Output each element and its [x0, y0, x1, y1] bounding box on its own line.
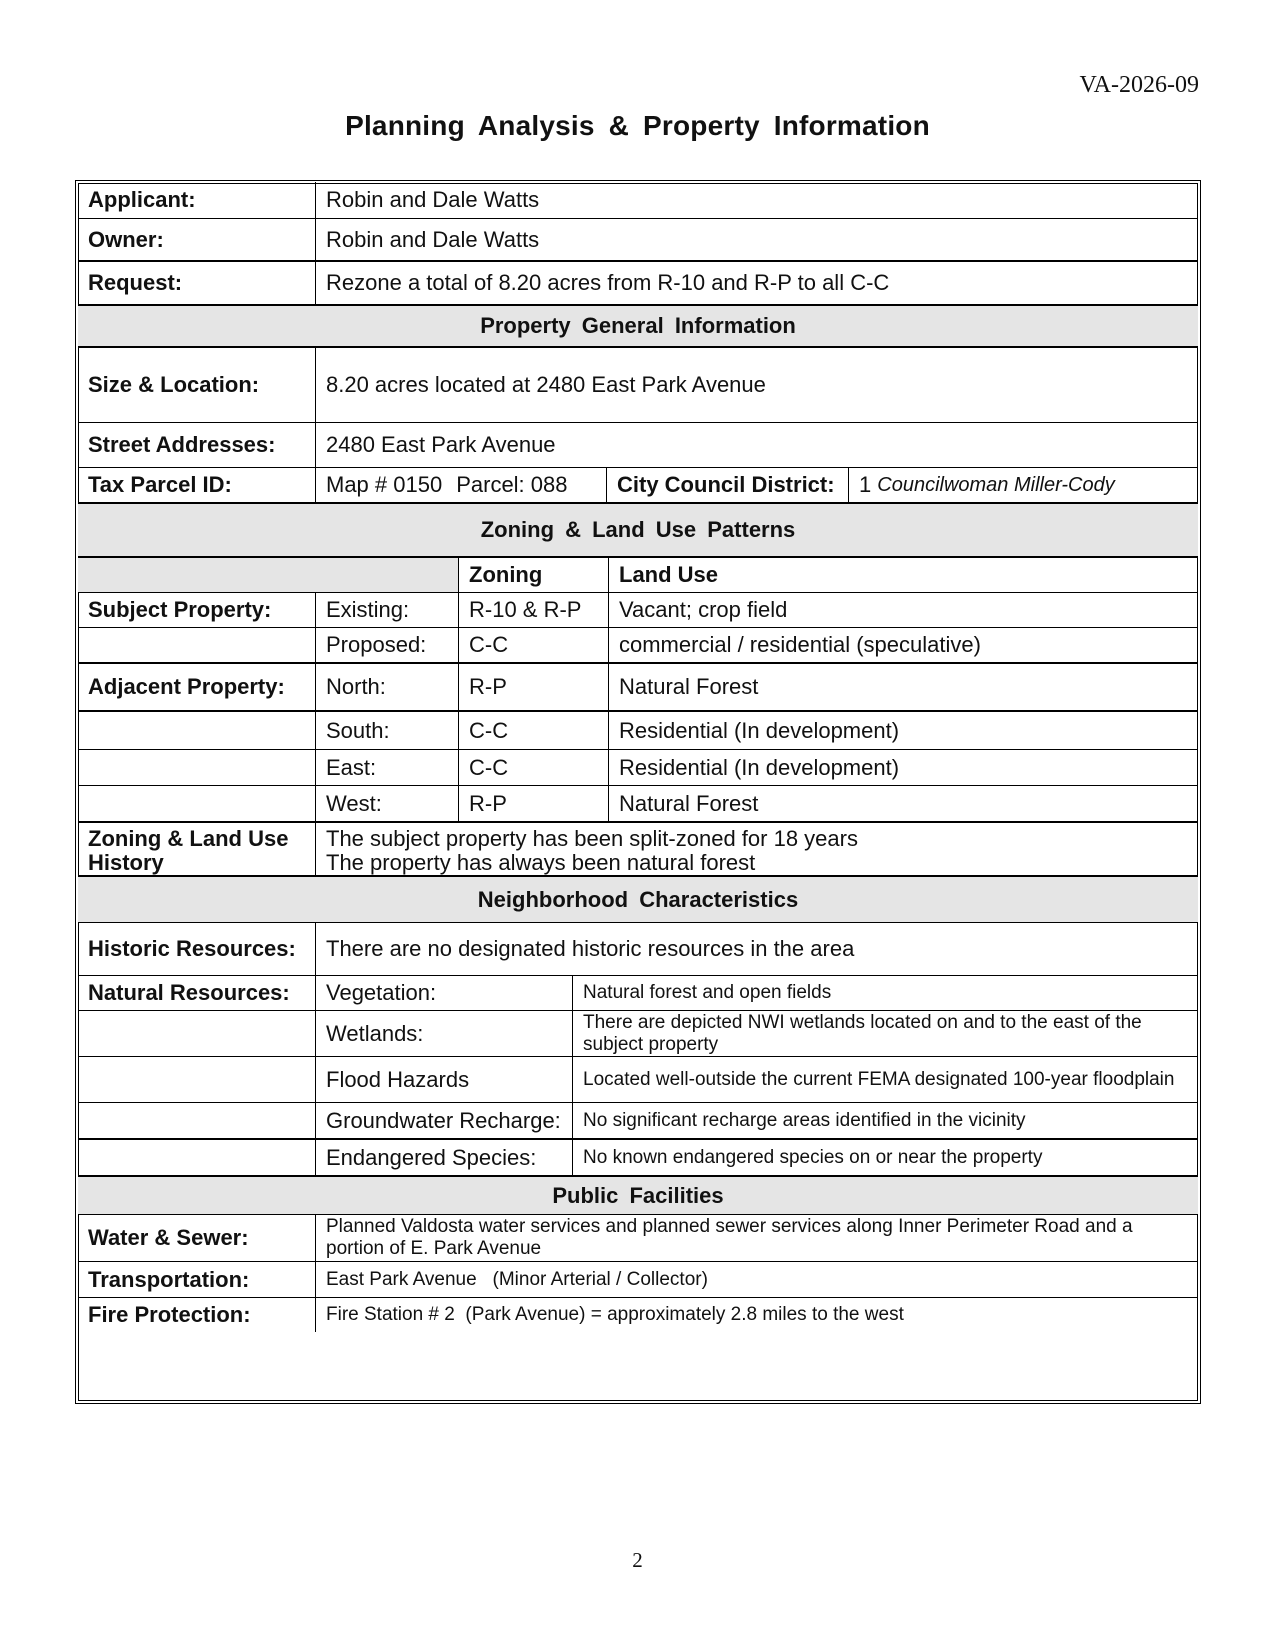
resource-value: There are depicted NWI wetlands located on and to the east of the subject property	[572, 1011, 1198, 1056]
natural-resources-label: Natural Resources:	[88, 980, 290, 1005]
owner-value: Robin and Dale Watts	[315, 219, 1198, 260]
resource-value: No known endangered species on or near the property	[572, 1140, 1198, 1175]
size-location-label: Size & Location:	[88, 372, 260, 397]
existing-label: Existing:	[315, 593, 458, 627]
page-number: 2	[632, 1548, 643, 1572]
applicant-label: Applicant:	[88, 187, 196, 212]
natural-flood-row	[78, 1057, 1198, 1103]
land-use-column-header: Land Use	[608, 558, 1198, 592]
existing-land-use: Vacant; crop field	[608, 593, 1198, 627]
document-id: VA-2026-09	[1079, 72, 1199, 98]
size-location-row	[78, 348, 1198, 423]
resource-value: Natural forest and open fields	[572, 976, 1198, 1010]
adjacent-land-use: Natural Forest	[608, 664, 1198, 710]
neighborhood-heading-row	[78, 877, 1198, 923]
historic-resources-label: Historic Resources:	[88, 936, 296, 961]
zoning-history-row	[78, 823, 1198, 877]
natural-endangered-row	[78, 1140, 1198, 1177]
fire-protection-row	[78, 1298, 1198, 1332]
resource-name: Vegetation:	[315, 976, 572, 1010]
tax-parcel-number: Parcel: 088	[456, 472, 568, 497]
natural-wetlands-row	[78, 1011, 1198, 1057]
tax-parcel-row	[78, 468, 1198, 504]
council-member: Councilwoman Miller-Cody	[877, 473, 1115, 496]
proposed-zoning: C-C	[458, 628, 608, 662]
water-sewer-value: Planned Valdosta water services and planned sewer services along Inner Perimeter Road and a portion of E. Park Avenue	[315, 1215, 1198, 1261]
zoning-heading-row	[78, 504, 1198, 558]
proposed-land-use: commercial / residential (speculative)	[608, 628, 1198, 662]
resource-name: Wetlands:	[315, 1011, 572, 1056]
zoning-column-header-row	[78, 558, 1198, 593]
request-label: Request:	[88, 270, 183, 295]
public-facilities-heading: Public Facilities	[552, 1182, 724, 1208]
resource-name: Endangered Species:	[315, 1140, 572, 1175]
adjacent-direction: South:	[315, 712, 458, 749]
owner-label: Owner:	[88, 226, 164, 252]
transportation-row	[78, 1262, 1198, 1298]
tax-map-number: Map # 0150	[326, 472, 443, 497]
subject-blank	[78, 628, 315, 662]
adjacent-land-use: Residential (In development)	[608, 750, 1198, 785]
council-district-label: City Council District:	[606, 468, 848, 502]
adjacent-zoning: C-C	[458, 712, 608, 749]
adjacent-north-row	[78, 664, 1198, 712]
neighborhood-heading: Neighborhood Characteristics	[477, 886, 799, 912]
subject-proposed-row	[78, 628, 1198, 664]
adjacent-zoning: R-P	[458, 664, 608, 710]
request-row	[78, 262, 1198, 306]
transportation-label: Transportation:	[88, 1266, 250, 1292]
resource-name: Flood Hazards	[315, 1057, 572, 1102]
subject-property-label: Subject Property:	[88, 597, 272, 622]
subject-existing-row	[78, 593, 1198, 628]
applicant-row	[78, 182, 1198, 219]
tax-parcel-label: Tax Parcel ID:	[88, 472, 232, 497]
fire-protection-value: Fire Station # 2 (Park Avenue) = approximately 2.8 miles to the west	[315, 1298, 1198, 1332]
size-location-value: 8.20 acres located at 2480 East Park Avenue	[315, 348, 1198, 422]
water-sewer-label: Water & Sewer:	[88, 1225, 249, 1250]
adjacent-land-use: Natural Forest	[608, 786, 1198, 821]
applicant-value: Robin and Dale Watts	[315, 182, 1198, 218]
natural-vegetation-row	[78, 976, 1198, 1011]
transportation-value: East Park Avenue (Minor Arterial / Collector)	[315, 1262, 1198, 1297]
tax-parcel-value	[315, 468, 606, 502]
zoning-header-blank	[78, 558, 458, 592]
street-address-row	[78, 423, 1198, 468]
adjacent-zoning: C-C	[458, 750, 608, 785]
zoning-column-header: Zoning	[458, 558, 608, 592]
adjacent-land-use: Residential (In development)	[608, 712, 1198, 749]
council-district-number: 1	[859, 472, 872, 497]
request-value: Rezone a total of 8.20 acres from R-10 and R-P to all C-C	[315, 262, 1198, 304]
adjacent-property-label: Adjacent Property:	[88, 674, 285, 699]
adjacent-direction: West:	[315, 786, 458, 821]
adjacent-direction: North:	[315, 664, 458, 710]
adjacent-east-row	[78, 750, 1198, 786]
adjacent-south-row	[78, 712, 1198, 750]
adjacent-direction: East:	[315, 750, 458, 785]
zoning-heading: Zoning & Land Use Patterns	[480, 517, 796, 542]
resource-value: Located well-outside the current FEMA designated 100-year floodplain	[572, 1057, 1198, 1102]
adjacent-west-row	[78, 786, 1198, 823]
resource-name: Groundwater Recharge:	[315, 1103, 572, 1138]
resource-value: No significant recharge areas identified in the vicinity	[572, 1103, 1198, 1138]
zoning-history-label: Zoning & Land Use History	[88, 826, 289, 875]
page-title: Planning Analysis & Property Information	[345, 110, 930, 141]
adjacent-zoning: R-P	[458, 786, 608, 821]
council-district-value	[848, 468, 1198, 502]
natural-groundwater-row	[78, 1103, 1198, 1140]
existing-zoning: R-10 & R-P	[458, 593, 608, 627]
property-general-heading-row	[78, 306, 1198, 348]
proposed-label: Proposed:	[315, 628, 458, 662]
zoning-history-value: The subject property has been split-zoned for 18 years The property has always been natural forest	[315, 823, 1198, 875]
historic-resources-row	[78, 923, 1198, 976]
street-address-label: Street Addresses:	[88, 432, 276, 457]
water-sewer-row	[78, 1215, 1198, 1262]
street-address-value: 2480 East Park Avenue	[315, 423, 1198, 467]
owner-row	[78, 219, 1198, 262]
historic-resources-value: There are no designated historic resources in the area	[315, 923, 1198, 975]
property-general-heading: Property General Information	[480, 313, 796, 338]
fire-protection-label: Fire Protection:	[88, 1302, 251, 1327]
public-facilities-heading-row	[78, 1177, 1198, 1215]
